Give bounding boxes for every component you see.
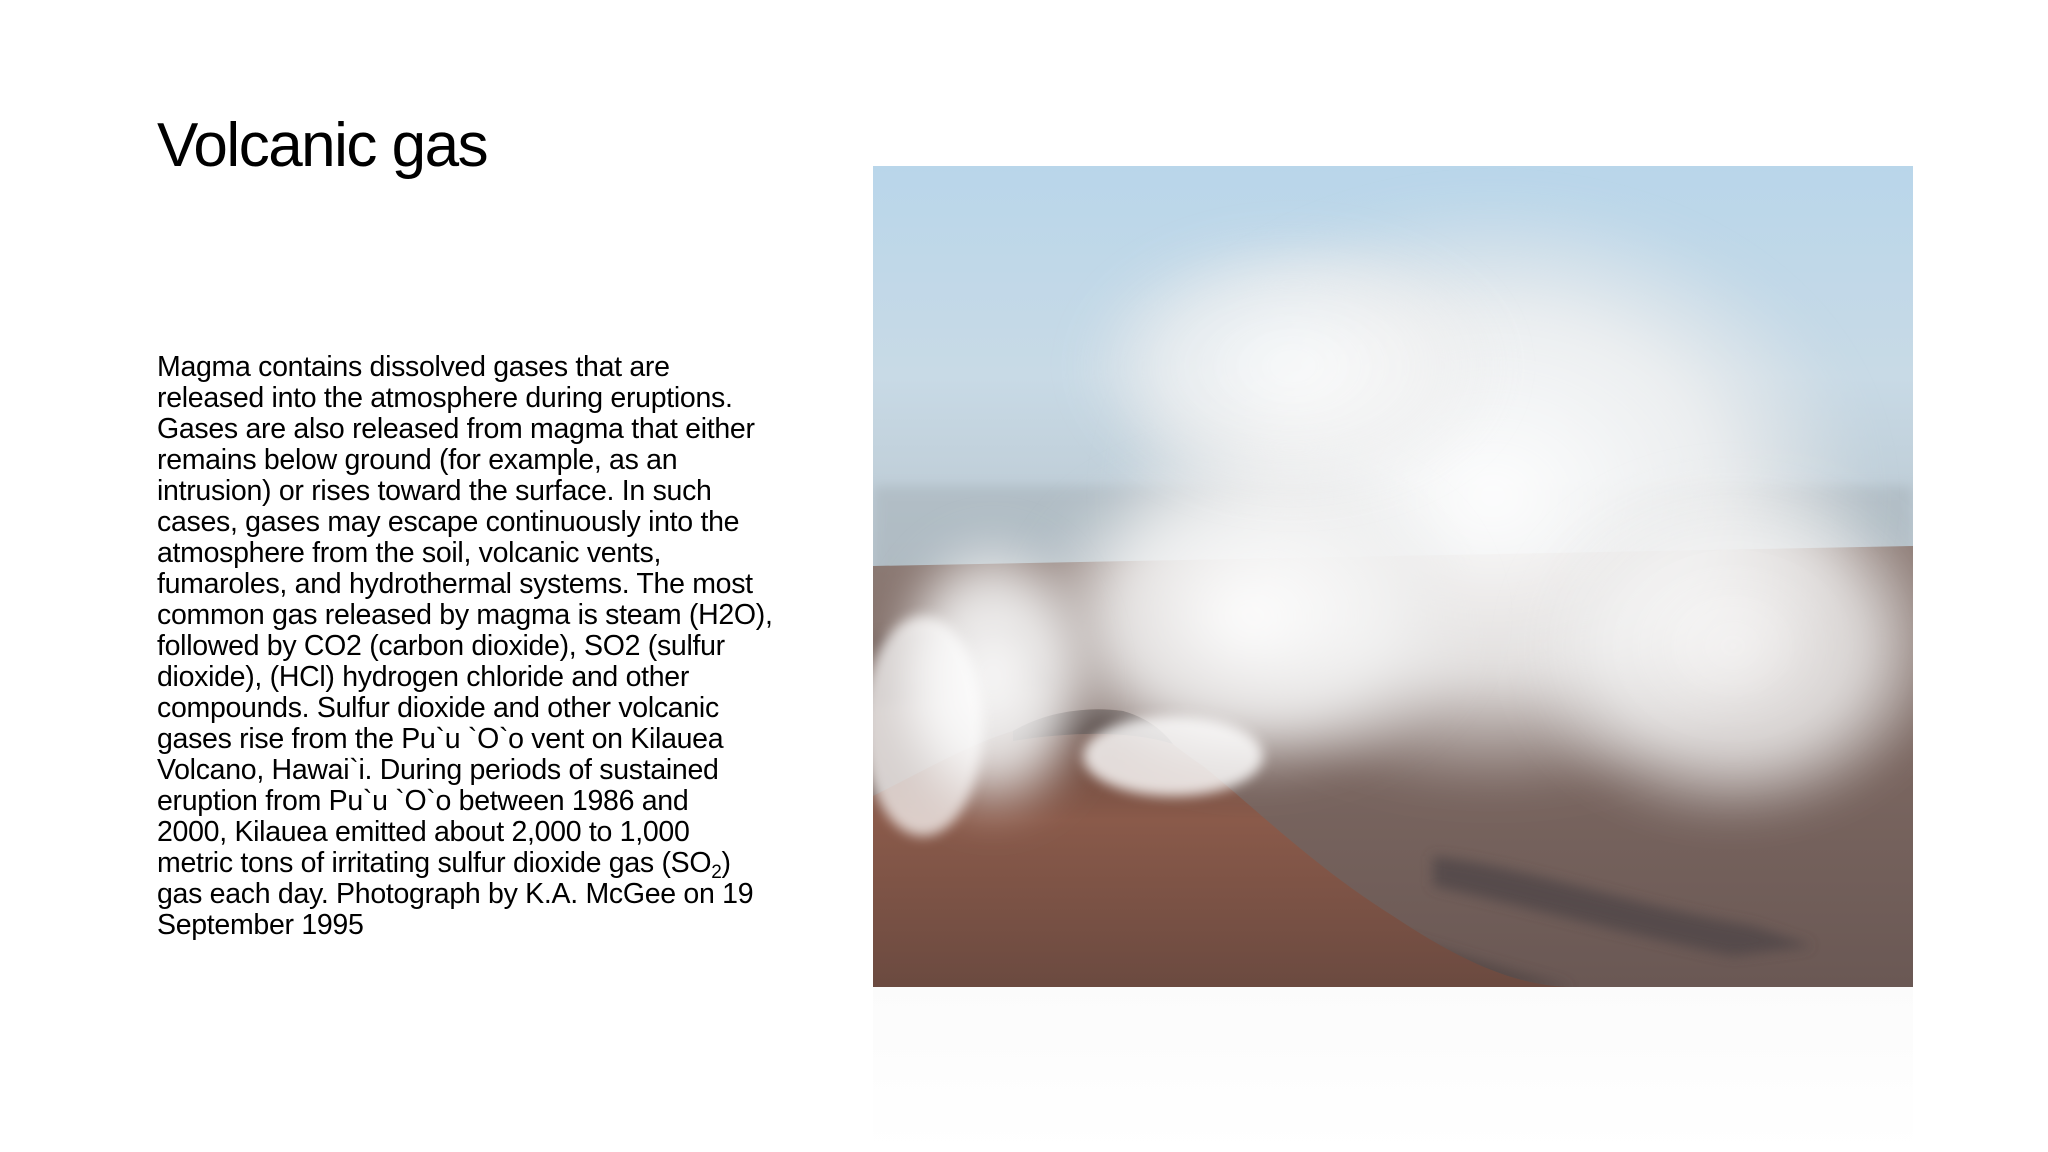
so2-subscript: 2 (711, 862, 722, 883)
body-line: 2000, Kilauea emitted about 2,000 to 1,000 (157, 816, 690, 848)
body-line: followed by CO2 (carbon dioxide), SO2 (sulfur (157, 630, 725, 662)
body-line: Magma contains dissolved gases that are (157, 351, 670, 383)
volcano-photo-illustration (873, 166, 1913, 987)
so2-suffix: ) (721, 847, 731, 879)
body-line: released into the atmosphere during eruptions. (157, 382, 733, 414)
body-line: compounds. Sulfur dioxide and other volcanic (157, 692, 719, 724)
body-line: intrusion) or rises toward the surface. In such (157, 475, 712, 507)
body-line: common gas released by magma is steam (H2O), (157, 599, 773, 631)
so2-prefix: metric tons of irritating sulfur dioxide gas (SO (157, 847, 712, 879)
body-line: dioxide), (HCl) hydrogen chloride and other (157, 661, 690, 693)
body-line-so2 (157, 847, 807, 883)
photo-fade (873, 987, 1913, 1152)
volcano-photo (873, 166, 1913, 987)
body-line: September 1995 (157, 909, 364, 941)
body-line: remains below ground (for example, as an (157, 444, 678, 476)
body-line: Gases are also released from magma that either (157, 413, 755, 445)
body-line: gases rise from the Pu`u `O`o vent on Kilauea (157, 723, 724, 755)
body-line: atmosphere from the soil, volcanic vents, (157, 537, 662, 569)
body-line: gas each day. Photograph by K.A. McGee on 19 (157, 878, 754, 910)
body-line: eruption from Pu`u `O`o between 1986 and (157, 785, 689, 817)
body-line: cases, gases may escape continuously into the (157, 506, 740, 538)
slide-title: Volcanic gas (157, 111, 488, 180)
slide-body-text (157, 352, 807, 941)
body-line: fumaroles, and hydrothermal systems. The most (157, 568, 753, 600)
body-line: Volcano, Hawai`i. During periods of sustained (157, 754, 719, 786)
